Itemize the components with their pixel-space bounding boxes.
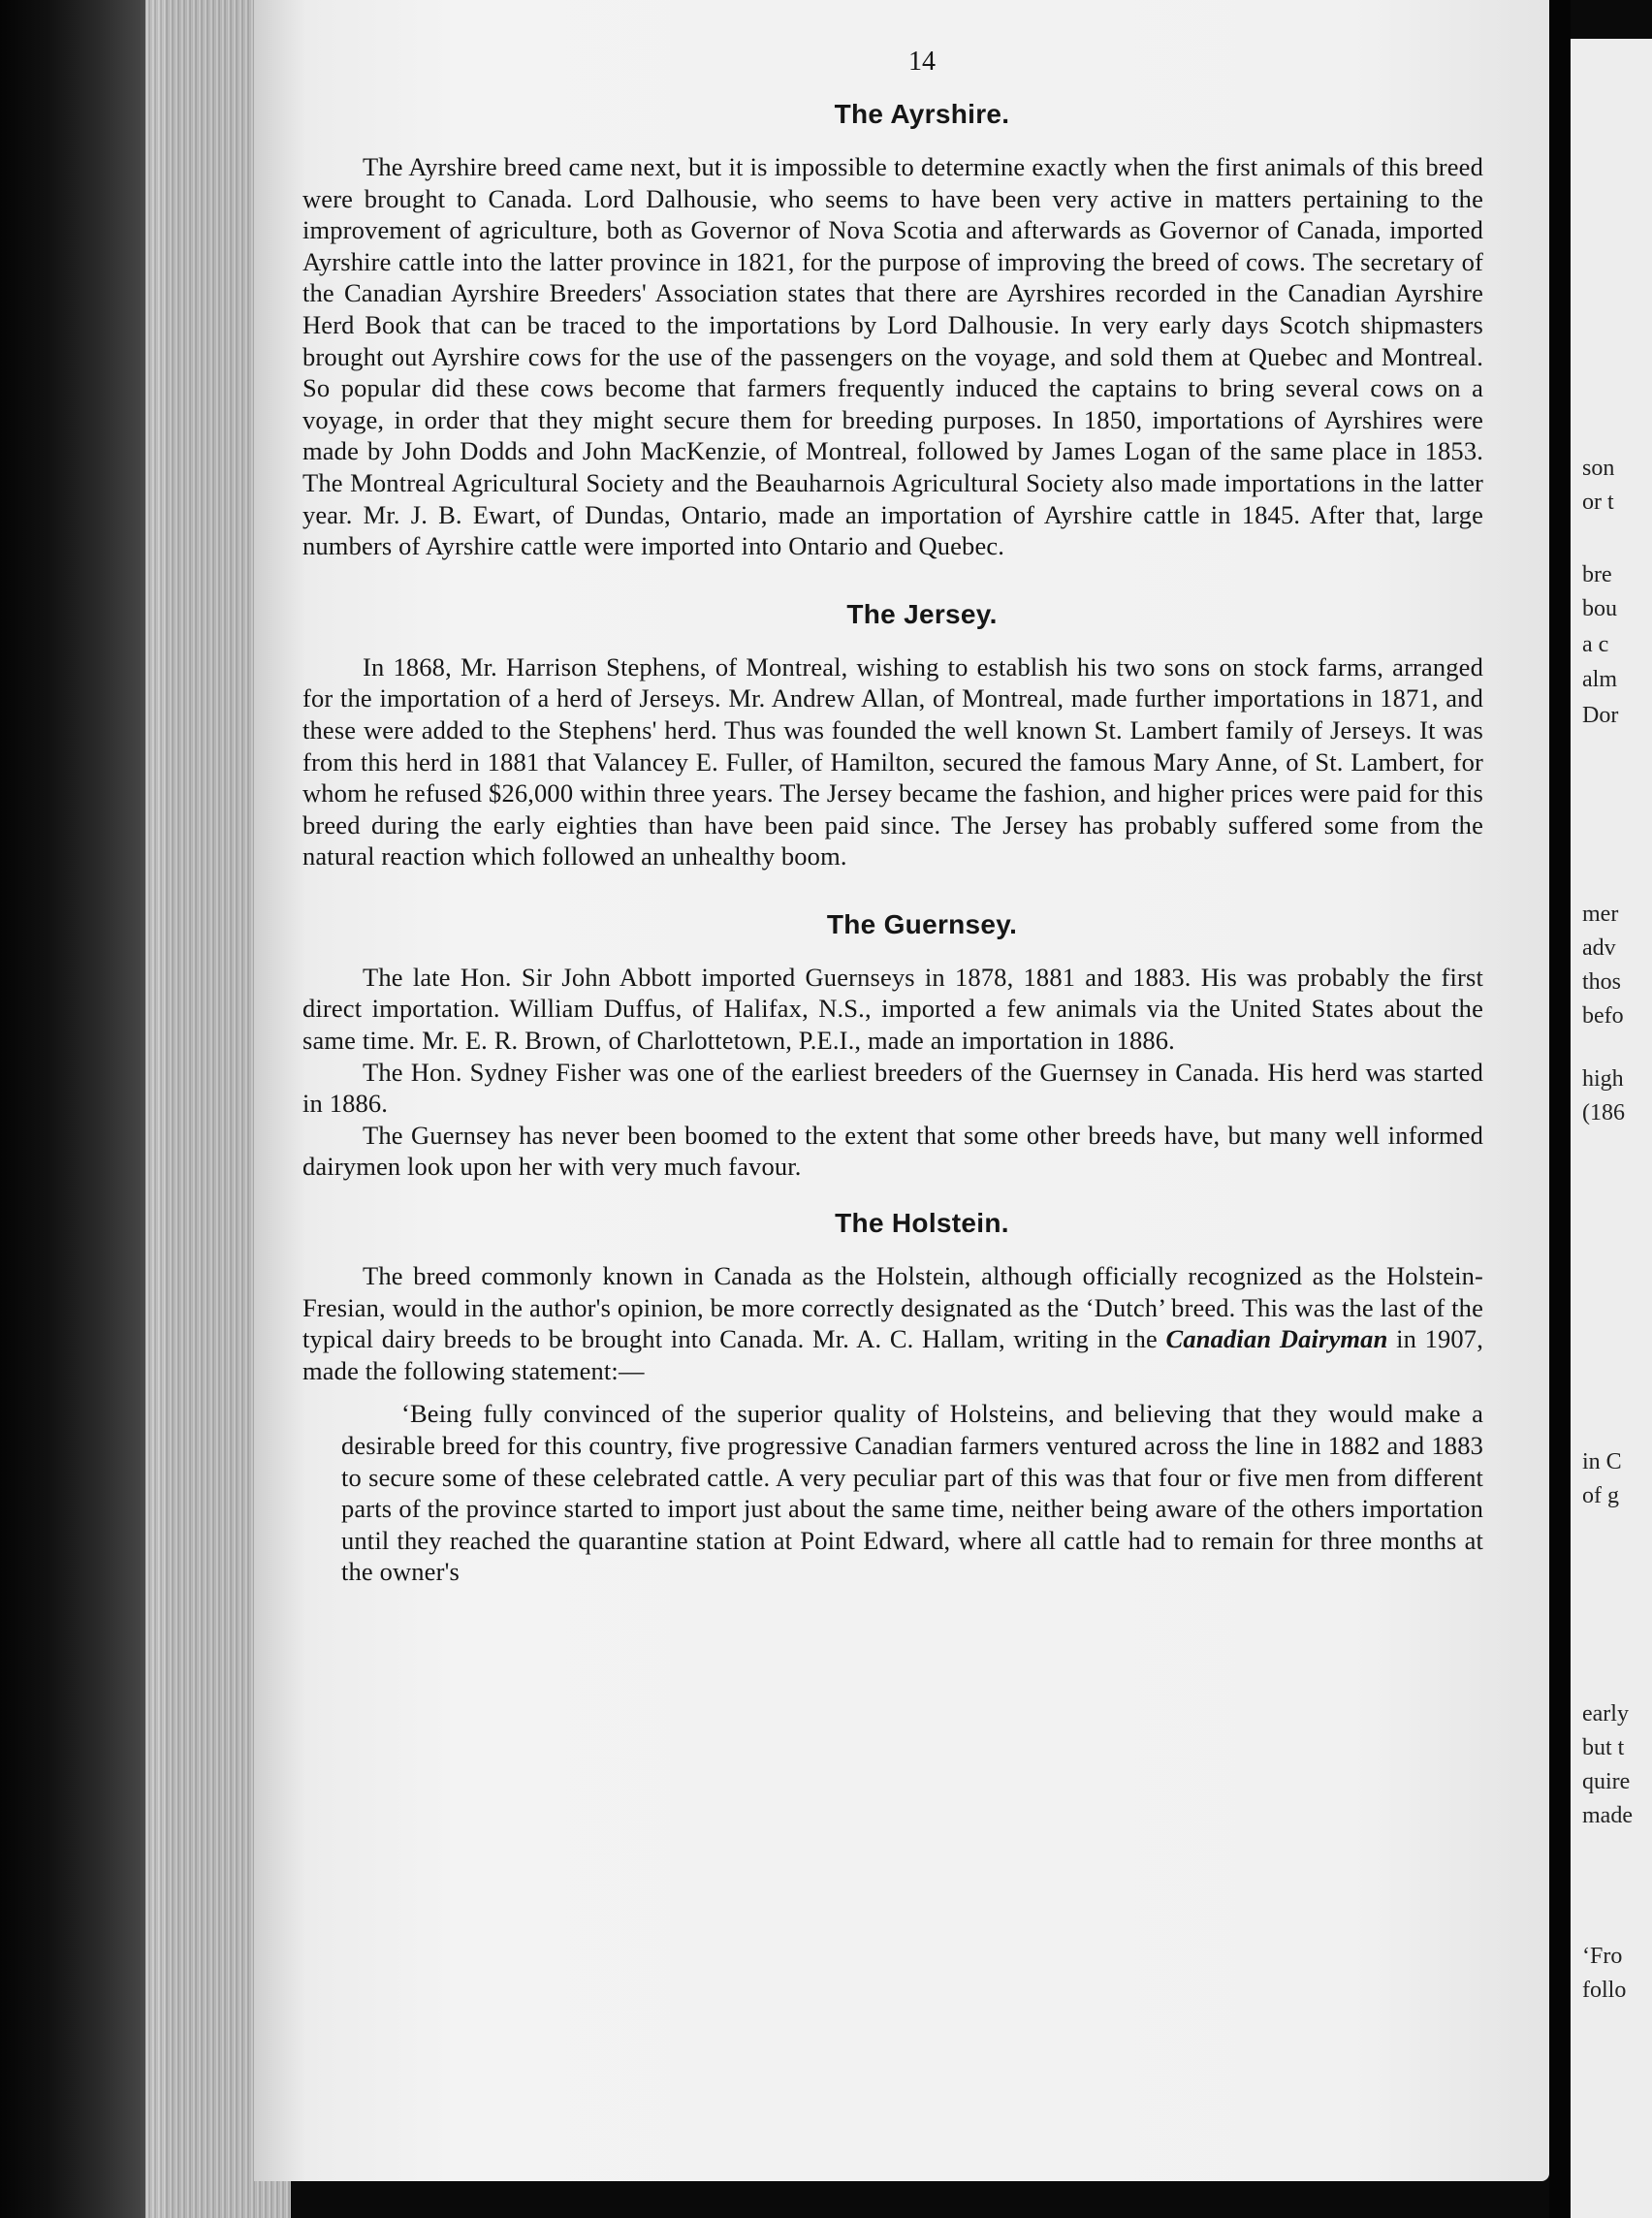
paragraph: The Hon. Sydney Fisher was one of the earliest breeders of the Guernsey in Canada. His herd was started in 1886. <box>302 1057 1483 1119</box>
adjacent-page-text: ‘Fro <box>1582 1944 1623 1969</box>
adjacent-page-text: alm <box>1582 667 1617 692</box>
adjacent-page-text: early <box>1582 1701 1629 1727</box>
publication-title: Canadian Dairyman <box>1165 1324 1388 1354</box>
adjacent-page-text: follo <box>1582 1978 1627 2003</box>
adjacent-page-text: mer <box>1582 902 1619 927</box>
adjacent-page-text: of g <box>1582 1483 1619 1508</box>
section-title-holstein: The Holstein. <box>835 1208 1009 1239</box>
adjacent-page-text: thos <box>1582 969 1622 995</box>
book-spine <box>0 0 165 2218</box>
adjacent-page-edge <box>1571 39 1652 2218</box>
adjacent-page-text: adv <box>1582 935 1616 961</box>
block-quote: ‘Being fully convinced of the superior quality of Holsteins, and believing that they would make a desirable breed for this country, five progressive Canadian farmers ventured across the line in 1882 and 1883 to secure some of these celebrated cattle. A very peculiar part of this was that four or five men from different parts of the province started to import just about the same time, neither being aware of the others importation until they reached the quarantine station at Point Edward, where all cattle had to remain for three months at the owner's <box>341 1399 1483 1587</box>
adjacent-page-text: Dor <box>1582 703 1619 728</box>
page-content <box>302 47 1483 1588</box>
adjacent-page-text: (186 <box>1582 1100 1625 1125</box>
paragraph-text: in 1907, made the following statement:— <box>302 1324 1483 1385</box>
section-title-guernsey: The Guernsey. <box>826 908 1018 939</box>
adjacent-page-text: son <box>1582 456 1615 481</box>
adjacent-page-text: bre <box>1582 562 1612 587</box>
adjacent-page-text: or t <box>1582 490 1614 515</box>
paragraph: The Guernsey has never been boomed to the extent that some other breeds have, but many well informed dairymen look upon her with very much favour. <box>302 1120 1483 1182</box>
adjacent-page-text: quire <box>1582 1769 1631 1794</box>
adjacent-page-text: bou <box>1582 596 1617 621</box>
page-number: 14 <box>908 47 936 77</box>
paragraph: In 1868, Mr. Harrison Stephens, of Montreal, wishing to establish his two sons on stock farms, arranged for the importation of a herd of Jerseys. Mr. Andrew Allan, of Montreal, made further importations in 1871, and these were added to the Stephens' herd. Thus was founded the well known St. Lambert family of Jerseys. It was from this herd in 1881 that Valancey E. Fuller, of Hamilton, secured the famous Mary Anne, of St. Lambert, for whom he refused $26,000 within three years. The Jersey became the fashion, and higher prices were paid for this breed during the early eighties than have been paid since. The Jersey has probably suffered some from the natural reaction which followed an unhealthy boom. <box>302 651 1483 871</box>
adjacent-page-text: but t <box>1582 1735 1625 1760</box>
page-gutter <box>1549 0 1571 2218</box>
adjacent-page-text: in C <box>1582 1449 1622 1474</box>
adjacent-page-text: made <box>1582 1803 1633 1828</box>
paragraph-text: The breed commonly known in Canada as the Holstein, although officially recognized as the Holstein-Fresian, would in the author's opinion, be more correctly designated as the ‘Dutch’ breed. This was the last of the typical dairy breeds to be brought into Canada. Mr. A. C. Hallam, writing in the <box>302 1261 1483 1354</box>
adjacent-page-text: high <box>1582 1066 1624 1092</box>
adjacent-page-text: a c <box>1582 632 1609 657</box>
section-title-ayrshire: The Ayrshire. <box>834 99 1010 129</box>
paragraph <box>302 1260 1483 1386</box>
adjacent-page-text: befo <box>1582 1003 1624 1029</box>
paragraph: The Ayrshire breed came next, but it is impossible to determine exactly when the first animals of this breed were brought to Canada. Lord Dalhousie, who seems to have been very active in matters pertaining to the improvement of agriculture, both as Governor of Nova Scotia and afterwards as Governor of Canada, imported Ayrshire cattle into the latter province in 1821, for the purpose of improving the breed of cows. The secretary of the Canadian Ayrshire Breeders' Association states that there are Ayrshires recorded in the Canadian Ayrshire Herd Book that can be traced to the importations by Lord Dalhousie. In very early days Scotch shipmasters brought out Ayrshire cows for the use of the passengers on the voyage, and sold them at Quebec and Montreal. So popular did these cows become that farmers frequently induced the captains to bring several cows on a voyage, in order that they might secure them for breeding purposes. In 1850, importations of Ayrshires were made by John Dodds and John MacKenzie, of Montreal, followed by James Logan of the same place in 1853. The Montreal Agricultural Society and the Beauharnois Agricultural Society also made importations in the latter year. Mr. J. B. Ewart, of Dundas, Ontario, made an importation of Ayrshire cattle in 1845. After that, large numbers of Ayrshire cattle were imported into Ontario and Quebec. <box>302 152 1483 561</box>
section-title-jersey: The Jersey. <box>846 598 998 629</box>
paragraph: The late Hon. Sir John Abbott imported Guernseys in 1878, 1881 and 1883. His was probably the first direct importation. William Duffus, of Halifax, N.S., imported a few animals via the United States about the same time. Mr. E. R. Brown, of Charlottetown, P.E.I., made an importation in 1886. <box>302 962 1483 1056</box>
